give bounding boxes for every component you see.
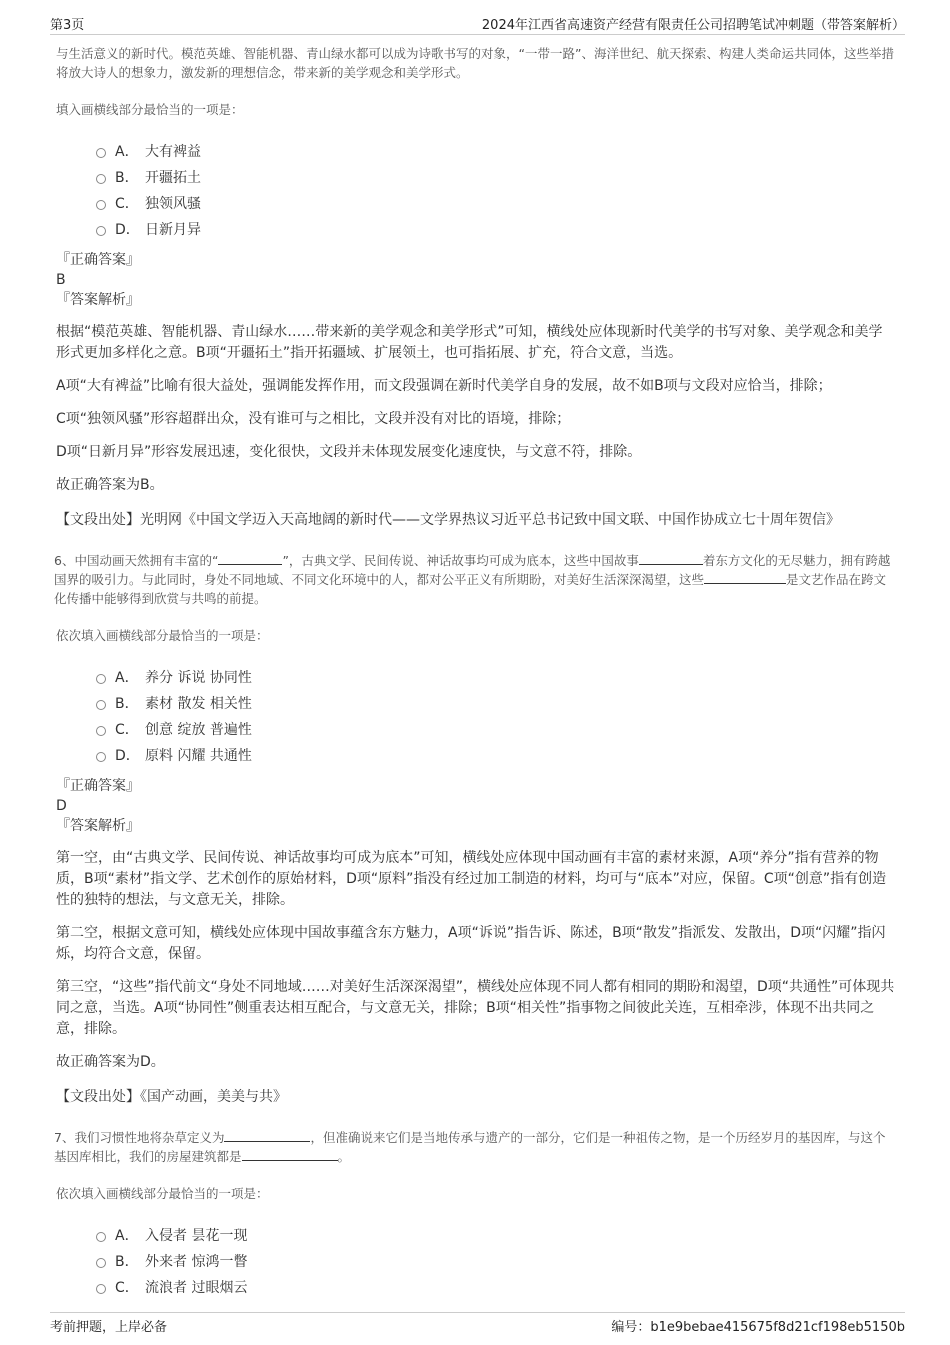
q5-answer-label: 『正确答案』 xyxy=(56,252,140,268)
q5-analysis-2: A项“大有裨益”比喻有很大益处，强调能发挥作用，而文段强调在新时代美学自身的发展，故不如B项与文段对应恰当，排除； xyxy=(56,378,832,394)
q5-option-d[interactable]: D． 日新月异 xyxy=(96,216,896,242)
q6-conclusion: 故正确答案为D。 xyxy=(56,1054,165,1070)
q6-option-a[interactable]: A． 养分 诉说 协同性 xyxy=(96,664,896,690)
page-content xyxy=(56,44,896,1308)
q6-analysis-3: 第三空，“这些”指代前文“身处不同地域……对美好生活深深渴望”，横线处应体现不同人都有相同的期盼和渴望，D项“共通性”可体现共同之意，当选。A项“协同性”侧重表达相互配合，与文意无关，排除；B项“相关性”指事物之间彼此关连，互相牵涉，体现不出共同之意，排除。 xyxy=(56,979,895,1037)
radio-icon[interactable] xyxy=(96,700,106,710)
page-footer xyxy=(50,1312,905,1335)
blank-line xyxy=(242,1148,338,1161)
q6-analysis-1: 第一空，由“古典文学、民间传说、神话故事均可成为底本”可知，横线处应体现中国动画有丰富的素材来源，A项“养分”指有营养的物质，B项“素材”指文学、艺术创作的原始材料，D项“原料”指没有经过加工制造的材料，均可与“底本”对应，保留。C项“创意”指有创造性的独特的想法，与文意无关，排除。 xyxy=(56,850,887,908)
page-header xyxy=(50,12,905,35)
q6-option-c[interactable]: C． 创意 绽放 普遍性 xyxy=(96,716,896,742)
q6-answer-label: 『正确答案』 xyxy=(56,778,140,794)
q5-option-a[interactable]: A． 大有裨益 xyxy=(96,138,896,164)
q5-options xyxy=(96,138,896,242)
radio-icon[interactable] xyxy=(96,200,106,210)
radio-icon[interactable] xyxy=(96,726,106,736)
blank-line xyxy=(224,1129,310,1142)
q6-question: 6、中国动画天然拥有丰富的“ ”，古典文学、民间传说、神话故事均可成为底本，这些中国故事 着东方文化的无尽魅力，拥有跨越国界的吸引力。与此同时，身处不同地域、不同文化环境中的人，都对公平正义有所期盼，对美好生活深深渴望，这些 是文艺作品在跨文化传播中能够得到欣赏与共鸣的前提。 xyxy=(54,553,891,606)
q5-option-c[interactable]: C． 独领风骚 xyxy=(96,190,896,216)
q7-option-a[interactable]: A． 入侵者 昙花一现 xyxy=(96,1222,896,1248)
q5-analysis-1: 根据“模范英雄、智能机器、青山绿水……带来新的美学观念和美学形式”可知，横线处应体现新时代美学的书写对象、美学观念和美学形式更加多样化之意。B项“开疆拓土”指开拓疆域、扩展领土，也可指拓展、扩充，符合文意，当选。 xyxy=(56,324,883,361)
q7-question: 7、我们习惯性地将杂草定义为 ，但准确说来它们是当地传承与遗产的一部分，它们是一种祖传之物，是一个历经岁月的基因库，与这个基因库相比，我们的房屋建筑都是 。 xyxy=(54,1130,886,1164)
q5-analysis-4: D项“日新月异”形容发展迅速，变化很快，文段并未体现发展变化速度快，与文意不符，排除。 xyxy=(56,444,642,460)
blank-line xyxy=(704,571,786,584)
footer-slogan: 考前押题，上岸必备 xyxy=(50,1320,168,1335)
q5-answer: B xyxy=(56,272,66,288)
q6-source: 【文段出处】《国产动画，美美与共》 xyxy=(56,1089,287,1105)
q6-analysis-2: 第二空，根据文意可知，横线处应体现中国故事蕴含东方魅力，A项“诉说”指告诉、陈述，B项“散发”指派发、发散出，D项“闪耀”指闪烁，均符合文意，保留。 xyxy=(56,925,886,962)
q6-options xyxy=(96,664,896,768)
q7-prompt: 依次填入画横线部分最恰当的一项是： xyxy=(56,1186,269,1201)
q5-analysis-3: C项“独领风骚”形容超群出众，没有谁可与之相比，文段并没有对比的语境，排除； xyxy=(56,411,571,427)
page-number: 第3页 xyxy=(50,18,85,33)
q7-options xyxy=(96,1222,896,1300)
blank-line xyxy=(218,552,282,565)
q7-option-c[interactable]: C． 流浪者 过眼烟云 xyxy=(96,1274,896,1300)
q5-prompt: 填入画横线部分最恰当的一项是： xyxy=(56,102,244,117)
radio-icon[interactable] xyxy=(96,174,106,184)
q5-source: 【文段出处】光明网《中国文学迈入天高地阔的新时代——文学界热议习近平总书记致中国文联、中国作协成立七十周年贺信》 xyxy=(56,512,840,528)
q5-analysis-label: 『答案解析』 xyxy=(56,292,140,308)
q5-option-b[interactable]: B． 开疆拓土 xyxy=(96,164,896,190)
document-id: 编号：b1e9bebae415675f8d21cf198eb5150b xyxy=(611,1320,905,1335)
radio-icon[interactable] xyxy=(96,752,106,762)
radio-icon[interactable] xyxy=(96,148,106,158)
q7-option-b[interactable]: B． 外来者 惊鸿一瞥 xyxy=(96,1248,896,1274)
q6-answer: D xyxy=(56,798,67,814)
q5-passage: 与生活意义的新时代。模范英雄、智能机器、青山绿水都可以成为诗歌书写的对象，“一带一路”、海洋世纪、航天探索、构建人类命运共同体，这些举措将放大诗人的想象力，激发新的理想信念，带来新的美学观念和美学形式。 xyxy=(56,46,894,80)
blank-line xyxy=(639,552,703,565)
q6-prompt: 依次填入画横线部分最恰当的一项是： xyxy=(56,628,269,643)
q6-analysis-label: 『答案解析』 xyxy=(56,818,140,834)
q6-option-b[interactable]: B． 素材 散发 相关性 xyxy=(96,690,896,716)
radio-icon[interactable] xyxy=(96,226,106,236)
radio-icon[interactable] xyxy=(96,1284,106,1294)
radio-icon[interactable] xyxy=(96,674,106,684)
radio-icon[interactable] xyxy=(96,1258,106,1268)
q5-conclusion: 故正确答案为B。 xyxy=(56,477,164,493)
q6-option-d[interactable]: D． 原料 闪耀 共通性 xyxy=(96,742,896,768)
document-title: 2024年江西省高速资产经营有限责任公司招聘笔试冲刺题（带答案解析） xyxy=(481,18,905,33)
radio-icon[interactable] xyxy=(96,1232,106,1242)
